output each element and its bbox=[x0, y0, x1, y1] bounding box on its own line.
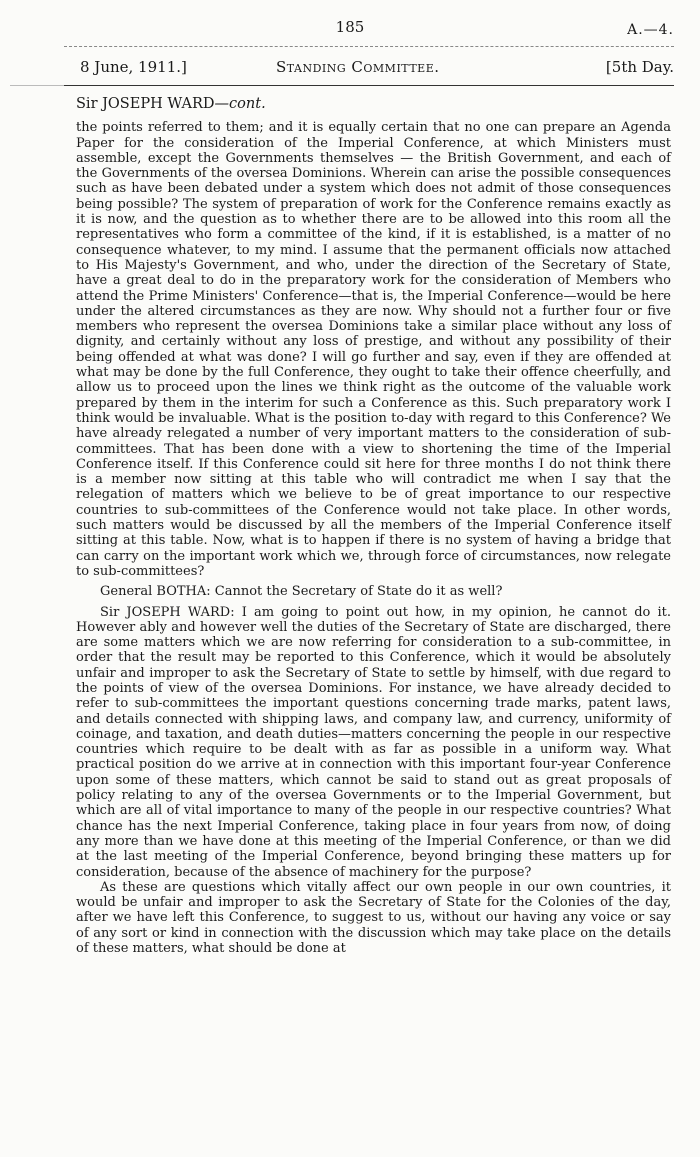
paragraph-4: As these are questions which vitally affect our own people in our own countries, it would be unfair and improper to ask the Secretary of State for the Colonies of the day, after we have left this Conference, to suggest to us, without our having any voice or say of any sort or kind in connection with the discussion which may take place on the details of these matters, what should be done at bbox=[76, 879, 671, 957]
paragraph-2: General BOTHA: Cannot the Secretary of State do it as well? bbox=[100, 584, 503, 600]
header-rule bbox=[64, 46, 674, 47]
body-text bbox=[76, 97, 671, 956]
paragraph-1: the points referred to them; and it is equally certain that no one can prepare an Agenda Paper for the consideration of the Imperial Conference, at which Ministers must assemble, except the Governments themselves — the British Government, and each of the Governments of the oversea Dominions. Wherein can arise the possible consequences such as have been debated under a system which does not admit of those consequences being possible? The system of preparation of work for the Conference remains exactly as it is now, and the question as to whether there are to be allowed into this room all the representatives who form a committee of the kind, if it is established, is a matter of no consequence whatever, to my mind. I assume that the permanent officials now attached to His Majesty's Government, and who, under the direction of the Secretary of State, have a great deal to do in the preparatory work for the consideration of Members who attend the Prime Ministers' Conference—that is, the Imperial Conference—would be here under the altered circumstances as they are now. Why should not a further four or five members who represent the oversea Dominions take a similar place without any loss of dignity, and certainly without any loss of prestige, and without any possibility of their being offended at what was done? I will go further and say, even if they are offended at what may be done by the full Conference, they ought to take their offence cheerfully, and allow us to proceed upon the lines we think right as the outcome of the valuable work prepared by them in the interim for such a Conference as this. Such preparatory work I think would be invaluable. What is the position to-day with regard to this Conference? We have already relegated a number of very important matters to the consideration of sub-committees. That has been done with a view to shortening the time of the Imperial Conference itself. If this Conference could sit here for three months I do not think there is a member now sitting at this table who will contradict me when I say that the relegation of matters which we believe to be of great importance to our respective countries to sub-committees of the Conference would not take place. In other words, such matters would be discussed by all the members of the Imperial Conference itself sitting at this table. Now, what is to happen if there is no system of having a bridge that can carry on the important work which we, through force of circumstances, now relegate to sub-committees? bbox=[76, 120, 671, 579]
running-head bbox=[64, 58, 674, 80]
running-head-committee: Standing Committee. bbox=[276, 58, 440, 76]
running-head-date: 8 June, 1911.] bbox=[80, 58, 187, 76]
margin-rule bbox=[10, 85, 64, 86]
continued-marker: —cont. bbox=[214, 96, 266, 112]
running-head-underline bbox=[64, 85, 674, 86]
running-head-day: [5th Day. bbox=[605, 58, 674, 76]
paragraph-3: Sir JOSEPH WARD: I am going to point out how, in my opinion, he cannot do it. However ably and however well the duties of the Secretary of State are discharged, there are some matters which we are now referring for consideration to a sub-committee, in order that the result may be reported to this Conference, which it would be absolutely unfair and improper to ask the Secretary of State to settle by himself, with due regard to the points of view of the oversea Dominions. For instance, we have already decided to refer to sub-committees the important questions concerning trade marks, patent laws, and details connected with shipping laws, and company law, and currency, uniformity of coinage, and taxation, and death duties—matters concerning the people in our respective countries which require to be dealt with as far as possible in a uniform way. What practical position do we arrive at in connection with this important four-year Conference upon some of these matters, which cannot be said to stand out as great proposals of policy relating to any of the oversea Governments or to the Imperial Government, but which are all of vital importance to many of the people in our respective countries? What chance has the next Imperial Conference, taking place in four years from now, of doing any more than we have done at this meeting of the Imperial Conference, or than we did at the last meeting of the Imperial Conference, beyond bringing these matters up for consideration, because of the absence of machinery for the purpose? bbox=[76, 604, 671, 880]
speaker-name: Sir JOSEPH WARD bbox=[76, 96, 215, 112]
page-number: 185 bbox=[335, 18, 365, 36]
document-code: A.—4. bbox=[627, 22, 674, 38]
speaker-continuation bbox=[76, 97, 671, 112]
